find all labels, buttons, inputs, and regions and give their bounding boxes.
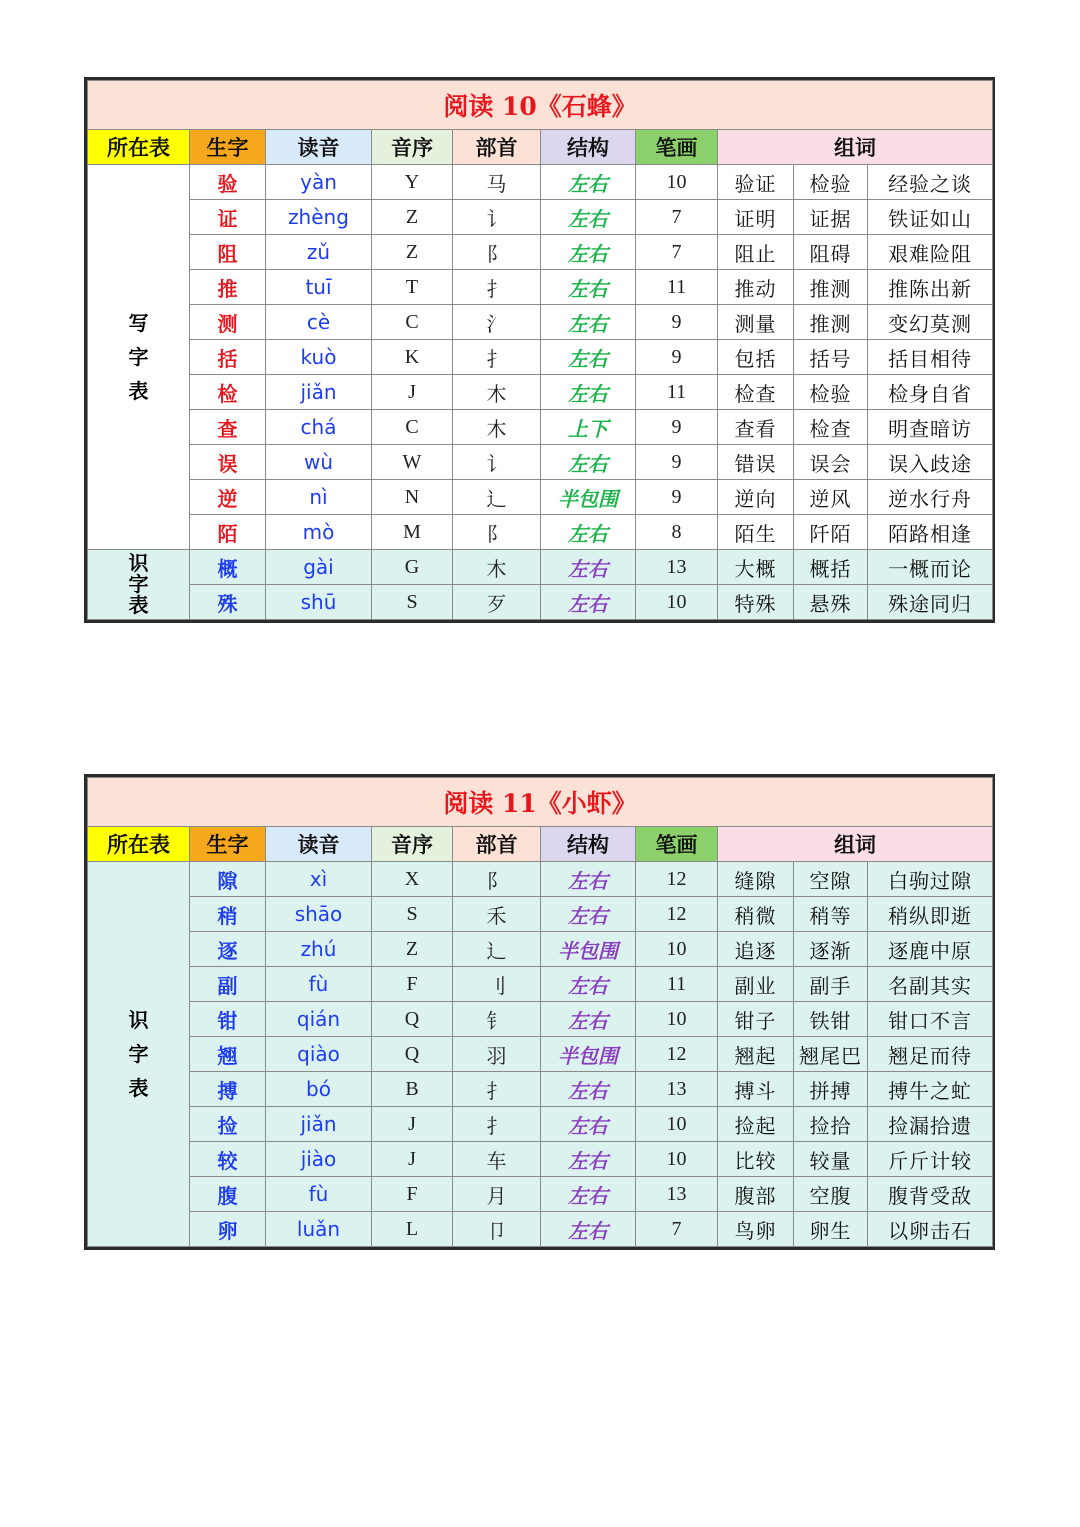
table-row	[88, 445, 993, 480]
radical-cell: 讠	[453, 445, 541, 480]
word-cell: 证据	[794, 200, 868, 235]
table-row	[88, 585, 993, 620]
word-cell: 腹背受敌	[868, 1177, 993, 1212]
word-cell: 阡陌	[794, 515, 868, 550]
order-cell: X	[372, 862, 453, 897]
radical-cell: 木	[453, 550, 541, 585]
strokes-cell: 7	[636, 200, 718, 235]
structure-cell: 左右	[541, 1177, 636, 1212]
header-structure: 结构	[541, 130, 636, 165]
strokes-cell: 7	[636, 235, 718, 270]
header-character: 生字	[190, 130, 266, 165]
pinyin-cell: bó	[266, 1072, 372, 1107]
strokes-cell: 9	[636, 410, 718, 445]
table-row	[88, 1177, 993, 1212]
order-cell: Z	[372, 235, 453, 270]
structure-cell: 左右	[541, 1072, 636, 1107]
word-cell: 推动	[718, 270, 794, 305]
pinyin-cell: qián	[266, 1002, 372, 1037]
word-cell: 钳子	[718, 1002, 794, 1037]
order-cell: Z	[372, 200, 453, 235]
strokes-cell: 11	[636, 967, 718, 1002]
word-cell: 铁钳	[794, 1002, 868, 1037]
structure-cell: 左右	[541, 515, 636, 550]
structure-cell: 左右	[541, 375, 636, 410]
character-cell: 括	[190, 340, 266, 375]
word-cell: 空隙	[794, 862, 868, 897]
strokes-cell: 9	[636, 340, 718, 375]
character-cell: 殊	[190, 585, 266, 620]
table-row	[88, 165, 993, 200]
word-cell: 逆水行舟	[868, 480, 993, 515]
word-cell: 逆风	[794, 480, 868, 515]
header-words: 组词	[718, 130, 993, 165]
strokes-cell: 7	[636, 1212, 718, 1247]
pinyin-cell: mò	[266, 515, 372, 550]
character-cell: 隙	[190, 862, 266, 897]
header-location: 所在表	[88, 130, 190, 165]
word-cell: 测量	[718, 305, 794, 340]
word-cell: 陌路相逢	[868, 515, 993, 550]
word-cell: 特殊	[718, 585, 794, 620]
structure-cell: 左右	[541, 1142, 636, 1177]
character-cell: 搏	[190, 1072, 266, 1107]
structure-cell: 左右	[541, 550, 636, 585]
pinyin-cell: fù	[266, 1177, 372, 1212]
character-cell: 证	[190, 200, 266, 235]
word-cell: 阻碍	[794, 235, 868, 270]
word-cell: 逐鹿中原	[868, 932, 993, 967]
word-cell: 一概而论	[868, 550, 993, 585]
word-cell: 空腹	[794, 1177, 868, 1212]
lesson-11-table	[84, 774, 995, 1250]
pinyin-cell: tuī	[266, 270, 372, 305]
table-row	[88, 1002, 993, 1037]
word-cell: 捡起	[718, 1107, 794, 1142]
word-cell: 稍纵即逝	[868, 897, 993, 932]
character-cell: 陌	[190, 515, 266, 550]
structure-cell: 左右	[541, 270, 636, 305]
radical-cell: 阝	[453, 515, 541, 550]
word-cell: 较量	[794, 1142, 868, 1177]
pinyin-cell: chá	[266, 410, 372, 445]
word-cell: 阻止	[718, 235, 794, 270]
header-reading: 读音	[266, 130, 372, 165]
strokes-cell: 13	[636, 1072, 718, 1107]
pinyin-cell: nì	[266, 480, 372, 515]
order-cell: L	[372, 1212, 453, 1247]
order-cell: F	[372, 1177, 453, 1212]
radical-cell: 辶	[453, 480, 541, 515]
header-character: 生字	[190, 827, 266, 862]
word-cell: 验证	[718, 165, 794, 200]
word-cell: 殊途同归	[868, 585, 993, 620]
word-cell: 括号	[794, 340, 868, 375]
table-row	[88, 1072, 993, 1107]
header-words: 组词	[718, 827, 993, 862]
word-cell: 包括	[718, 340, 794, 375]
header-reading: 读音	[266, 827, 372, 862]
structure-cell: 半包围	[541, 480, 636, 515]
word-cell: 比较	[718, 1142, 794, 1177]
order-cell: Q	[372, 1037, 453, 1072]
header-strokes: 笔画	[636, 130, 718, 165]
location-label-char: 表	[128, 593, 149, 617]
character-cell: 腹	[190, 1177, 266, 1212]
structure-cell: 左右	[541, 967, 636, 1002]
order-cell: T	[372, 270, 453, 305]
pinyin-cell: zǔ	[266, 235, 372, 270]
location-label-char: 表	[128, 1076, 149, 1100]
word-cell: 误会	[794, 445, 868, 480]
location-label-char: 识	[128, 551, 149, 575]
strokes-cell: 13	[636, 550, 718, 585]
pinyin-cell: shū	[266, 585, 372, 620]
character-cell: 卵	[190, 1212, 266, 1247]
character-cell: 查	[190, 410, 266, 445]
pinyin-cell: xì	[266, 862, 372, 897]
word-cell: 逆向	[718, 480, 794, 515]
header-row	[88, 827, 993, 862]
lesson-10-table	[84, 77, 995, 623]
word-cell: 搏牛之虻	[868, 1072, 993, 1107]
character-cell: 逐	[190, 932, 266, 967]
radical-cell: 扌	[453, 1072, 541, 1107]
word-cell: 以卵击石	[868, 1212, 993, 1247]
word-cell: 卵生	[794, 1212, 868, 1247]
order-cell: J	[372, 1142, 453, 1177]
radical-cell: 马	[453, 165, 541, 200]
word-cell: 误入歧途	[868, 445, 993, 480]
order-cell: Y	[372, 165, 453, 200]
pinyin-cell: wù	[266, 445, 372, 480]
word-cell: 错误	[718, 445, 794, 480]
order-cell: F	[372, 967, 453, 1002]
table-row	[88, 1037, 993, 1072]
structure-cell: 左右	[541, 340, 636, 375]
table-title: 阅读 11《小虾》	[88, 778, 993, 827]
title-row	[88, 778, 993, 827]
strokes-cell: 11	[636, 375, 718, 410]
word-cell: 稍等	[794, 897, 868, 932]
radical-cell: 车	[453, 1142, 541, 1177]
word-cell: 查看	[718, 410, 794, 445]
order-cell: M	[372, 515, 453, 550]
character-cell: 误	[190, 445, 266, 480]
order-cell: W	[372, 445, 453, 480]
character-cell: 测	[190, 305, 266, 340]
structure-cell: 左右	[541, 1002, 636, 1037]
strokes-cell: 10	[636, 165, 718, 200]
pinyin-cell: qiào	[266, 1037, 372, 1072]
word-cell: 翘起	[718, 1037, 794, 1072]
location-label-char: 字	[128, 345, 149, 369]
character-cell: 翘	[190, 1037, 266, 1072]
character-cell: 阻	[190, 235, 266, 270]
word-cell: 鸟卵	[718, 1212, 794, 1247]
word-cell: 推测	[794, 270, 868, 305]
table-row	[88, 550, 993, 585]
character-cell: 验	[190, 165, 266, 200]
word-cell: 大概	[718, 550, 794, 585]
word-cell: 钳口不言	[868, 1002, 993, 1037]
location-label-char: 字	[128, 572, 149, 596]
header-order: 音序	[372, 827, 453, 862]
word-cell: 搏斗	[718, 1072, 794, 1107]
word-cell: 名副其实	[868, 967, 993, 1002]
character-cell: 推	[190, 270, 266, 305]
table-row	[88, 862, 993, 897]
character-cell: 捡	[190, 1107, 266, 1142]
header-row	[88, 130, 993, 165]
table-row	[88, 1142, 993, 1177]
structure-cell: 左右	[541, 445, 636, 480]
order-cell: Z	[372, 932, 453, 967]
title-row	[88, 81, 993, 130]
pinyin-cell: fù	[266, 967, 372, 1002]
vocab-table	[87, 80, 993, 620]
table-row	[88, 235, 993, 270]
radical-cell: 扌	[453, 340, 541, 375]
pinyin-cell: luǎn	[266, 1212, 372, 1247]
pinyin-cell: yàn	[266, 165, 372, 200]
header-structure: 结构	[541, 827, 636, 862]
radical-cell: 羽	[453, 1037, 541, 1072]
structure-cell: 左右	[541, 897, 636, 932]
radical-cell: 氵	[453, 305, 541, 340]
header-radical: 部首	[453, 130, 541, 165]
strokes-cell: 10	[636, 1107, 718, 1142]
table-row	[88, 305, 993, 340]
location-label-char: 识	[128, 1008, 149, 1032]
word-cell: 概括	[794, 550, 868, 585]
radical-cell: 扌	[453, 1107, 541, 1142]
table-row	[88, 340, 993, 375]
radical-cell: 刂	[453, 967, 541, 1002]
strokes-cell: 8	[636, 515, 718, 550]
radical-cell: 扌	[453, 270, 541, 305]
strokes-cell: 10	[636, 1002, 718, 1037]
character-cell: 钳	[190, 1002, 266, 1037]
header-strokes: 笔画	[636, 827, 718, 862]
location-label-char: 表	[128, 379, 149, 403]
pinyin-cell: jiǎn	[266, 375, 372, 410]
word-cell: 副手	[794, 967, 868, 1002]
pinyin-cell: gài	[266, 550, 372, 585]
strokes-cell: 10	[636, 1142, 718, 1177]
character-cell: 稍	[190, 897, 266, 932]
pinyin-cell: shāo	[266, 897, 372, 932]
header-order: 音序	[372, 130, 453, 165]
character-cell: 概	[190, 550, 266, 585]
table-row	[88, 1212, 993, 1247]
word-cell: 推陈出新	[868, 270, 993, 305]
strokes-cell: 10	[636, 585, 718, 620]
word-cell: 逐渐	[794, 932, 868, 967]
table-title: 阅读 10《石蜂》	[88, 81, 993, 130]
word-cell: 斤斤计较	[868, 1142, 993, 1177]
word-cell: 证明	[718, 200, 794, 235]
structure-cell: 左右	[541, 165, 636, 200]
pinyin-cell: jiào	[266, 1142, 372, 1177]
pinyin-cell: kuò	[266, 340, 372, 375]
structure-cell: 左右	[541, 585, 636, 620]
order-cell: S	[372, 897, 453, 932]
radical-cell: 阝	[453, 862, 541, 897]
word-cell: 捡拾	[794, 1107, 868, 1142]
radical-cell: 木	[453, 375, 541, 410]
order-cell: Q	[372, 1002, 453, 1037]
word-cell: 拼搏	[794, 1072, 868, 1107]
pinyin-cell: jiǎn	[266, 1107, 372, 1142]
radical-cell: 歹	[453, 585, 541, 620]
word-cell: 检验	[794, 165, 868, 200]
structure-cell: 左右	[541, 235, 636, 270]
word-cell: 捡漏拾遗	[868, 1107, 993, 1142]
word-cell: 稍微	[718, 897, 794, 932]
location-label	[88, 550, 190, 620]
order-cell: K	[372, 340, 453, 375]
word-cell: 推测	[794, 305, 868, 340]
radical-cell: 月	[453, 1177, 541, 1212]
location-label-char: 写	[128, 311, 149, 335]
order-cell: B	[372, 1072, 453, 1107]
table-row	[88, 480, 993, 515]
pinyin-cell: zhèng	[266, 200, 372, 235]
strokes-cell: 9	[636, 480, 718, 515]
vocab-table	[87, 777, 993, 1247]
radical-cell: 讠	[453, 200, 541, 235]
word-cell: 检查	[718, 375, 794, 410]
word-cell: 艰难险阻	[868, 235, 993, 270]
word-cell: 变幻莫测	[868, 305, 993, 340]
strokes-cell: 13	[636, 1177, 718, 1212]
strokes-cell: 10	[636, 932, 718, 967]
word-cell: 明查暗访	[868, 410, 993, 445]
table-row	[88, 932, 993, 967]
order-cell: C	[372, 305, 453, 340]
order-cell: S	[372, 585, 453, 620]
word-cell: 检身自省	[868, 375, 993, 410]
word-cell: 翘足而待	[868, 1037, 993, 1072]
order-cell: J	[372, 1107, 453, 1142]
table-row	[88, 410, 993, 445]
word-cell: 括目相待	[868, 340, 993, 375]
table-row	[88, 200, 993, 235]
strokes-cell: 12	[636, 897, 718, 932]
word-cell: 白驹过隙	[868, 862, 993, 897]
character-cell: 逆	[190, 480, 266, 515]
word-cell: 经验之谈	[868, 165, 993, 200]
radical-cell: 木	[453, 410, 541, 445]
strokes-cell: 9	[636, 445, 718, 480]
header-location: 所在表	[88, 827, 190, 862]
character-cell: 副	[190, 967, 266, 1002]
word-cell: 陌生	[718, 515, 794, 550]
header-radical: 部首	[453, 827, 541, 862]
word-cell: 缝隙	[718, 862, 794, 897]
word-cell: 追逐	[718, 932, 794, 967]
structure-cell: 左右	[541, 862, 636, 897]
strokes-cell: 12	[636, 1037, 718, 1072]
strokes-cell: 12	[636, 862, 718, 897]
word-cell: 翘尾巴	[794, 1037, 868, 1072]
table-row	[88, 375, 993, 410]
structure-cell: 左右	[541, 305, 636, 340]
order-cell: J	[372, 375, 453, 410]
table-row	[88, 515, 993, 550]
structure-cell: 左右	[541, 200, 636, 235]
table-row	[88, 270, 993, 305]
character-cell: 较	[190, 1142, 266, 1177]
pinyin-cell: cè	[266, 305, 372, 340]
structure-cell: 左右	[541, 1107, 636, 1142]
character-cell: 检	[190, 375, 266, 410]
order-cell: C	[372, 410, 453, 445]
order-cell: G	[372, 550, 453, 585]
radical-cell: 卩	[453, 1212, 541, 1247]
radical-cell: 钅	[453, 1002, 541, 1037]
structure-cell: 半包围	[541, 932, 636, 967]
structure-cell: 左右	[541, 1212, 636, 1247]
word-cell: 检查	[794, 410, 868, 445]
location-label	[88, 862, 190, 1247]
word-cell: 腹部	[718, 1177, 794, 1212]
structure-cell: 上下	[541, 410, 636, 445]
table-row	[88, 897, 993, 932]
table-row	[88, 1107, 993, 1142]
radical-cell: 阝	[453, 235, 541, 270]
order-cell: N	[372, 480, 453, 515]
location-label-char: 字	[128, 1042, 149, 1066]
table-row	[88, 967, 993, 1002]
radical-cell: 禾	[453, 897, 541, 932]
strokes-cell: 9	[636, 305, 718, 340]
location-label	[88, 165, 190, 550]
word-cell: 副业	[718, 967, 794, 1002]
word-cell: 检验	[794, 375, 868, 410]
strokes-cell: 11	[636, 270, 718, 305]
word-cell: 铁证如山	[868, 200, 993, 235]
structure-cell: 半包围	[541, 1037, 636, 1072]
word-cell: 悬殊	[794, 585, 868, 620]
pinyin-cell: zhú	[266, 932, 372, 967]
radical-cell: 辶	[453, 932, 541, 967]
